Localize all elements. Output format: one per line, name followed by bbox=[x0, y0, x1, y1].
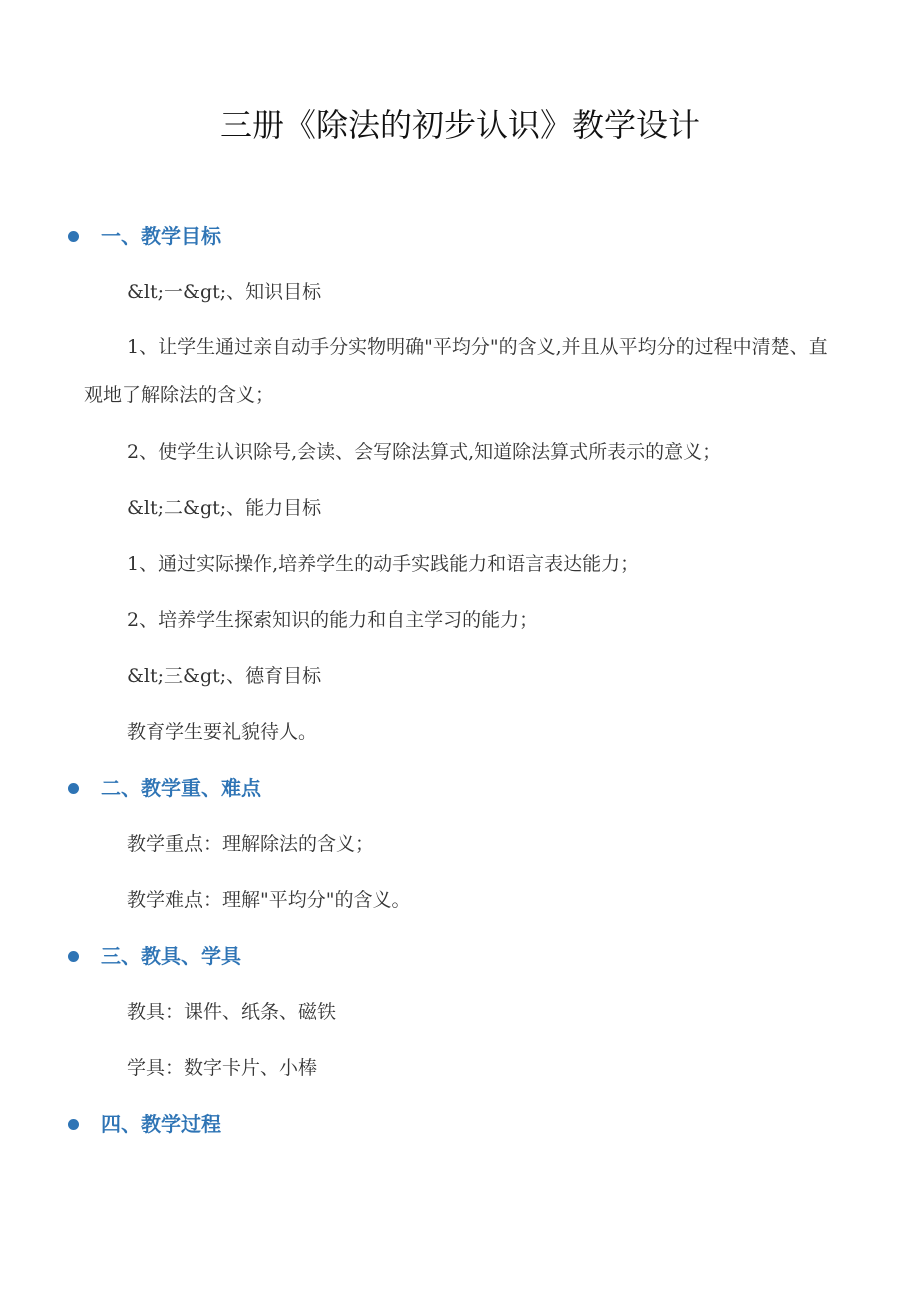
section-heading-process bbox=[68, 1109, 221, 1139]
paragraph-teaching-aids: 教具：课件、纸条、磁铁 bbox=[127, 1001, 337, 1023]
section-heading-key-points bbox=[68, 773, 261, 803]
section-heading-objectives bbox=[68, 221, 221, 251]
section-heading-text: 一、教学目标 bbox=[101, 224, 221, 248]
paragraph-difficult-point: 教学难点：理解"平均分"的含义。 bbox=[127, 889, 411, 911]
paragraph-knowledge-2: 2、使学生认识除号,会读、会写除法算式,知道除法算式所表示的意义； bbox=[127, 441, 722, 463]
paragraph-moral: 教育学生要礼貌待人。 bbox=[127, 721, 318, 743]
bullet-dot-icon bbox=[68, 951, 79, 962]
bullet-dot-icon bbox=[68, 231, 79, 242]
section-heading-text: 二、教学重、难点 bbox=[101, 776, 261, 800]
document-title: 三册《除法的初步认识》教学设计 bbox=[219, 106, 700, 144]
bullet-dot-icon bbox=[68, 1119, 79, 1130]
paragraph-learning-aids: 学具：数字卡片、小棒 bbox=[127, 1057, 318, 1079]
paragraph-key-point: 教学重点：理解除法的含义； bbox=[127, 833, 375, 855]
section-heading-text: 三、教具、学具 bbox=[101, 944, 241, 968]
paragraph-ability-2: 2、培养学生探索知识的能力和自主学习的能力； bbox=[127, 609, 539, 631]
paragraph-knowledge-1: 1、让学生通过亲自动手分实物明确"平均分"的含义,并且从平均分的过程中清楚、直观地了解除法的含义； bbox=[84, 336, 828, 406]
section-heading-materials bbox=[68, 941, 241, 971]
subheading-ability: &lt;二&gt;、能力目标 bbox=[127, 497, 322, 519]
subheading-moral: &lt;三&gt;、德育目标 bbox=[127, 665, 322, 687]
section-heading-text: 四、教学过程 bbox=[101, 1112, 221, 1136]
bullet-dot-icon bbox=[68, 783, 79, 794]
paragraph-ability-1: 1、通过实际操作,培养学生的动手实践能力和语言表达能力； bbox=[127, 553, 640, 575]
subheading-knowledge: &lt;一&gt;、知识目标 bbox=[127, 281, 322, 303]
